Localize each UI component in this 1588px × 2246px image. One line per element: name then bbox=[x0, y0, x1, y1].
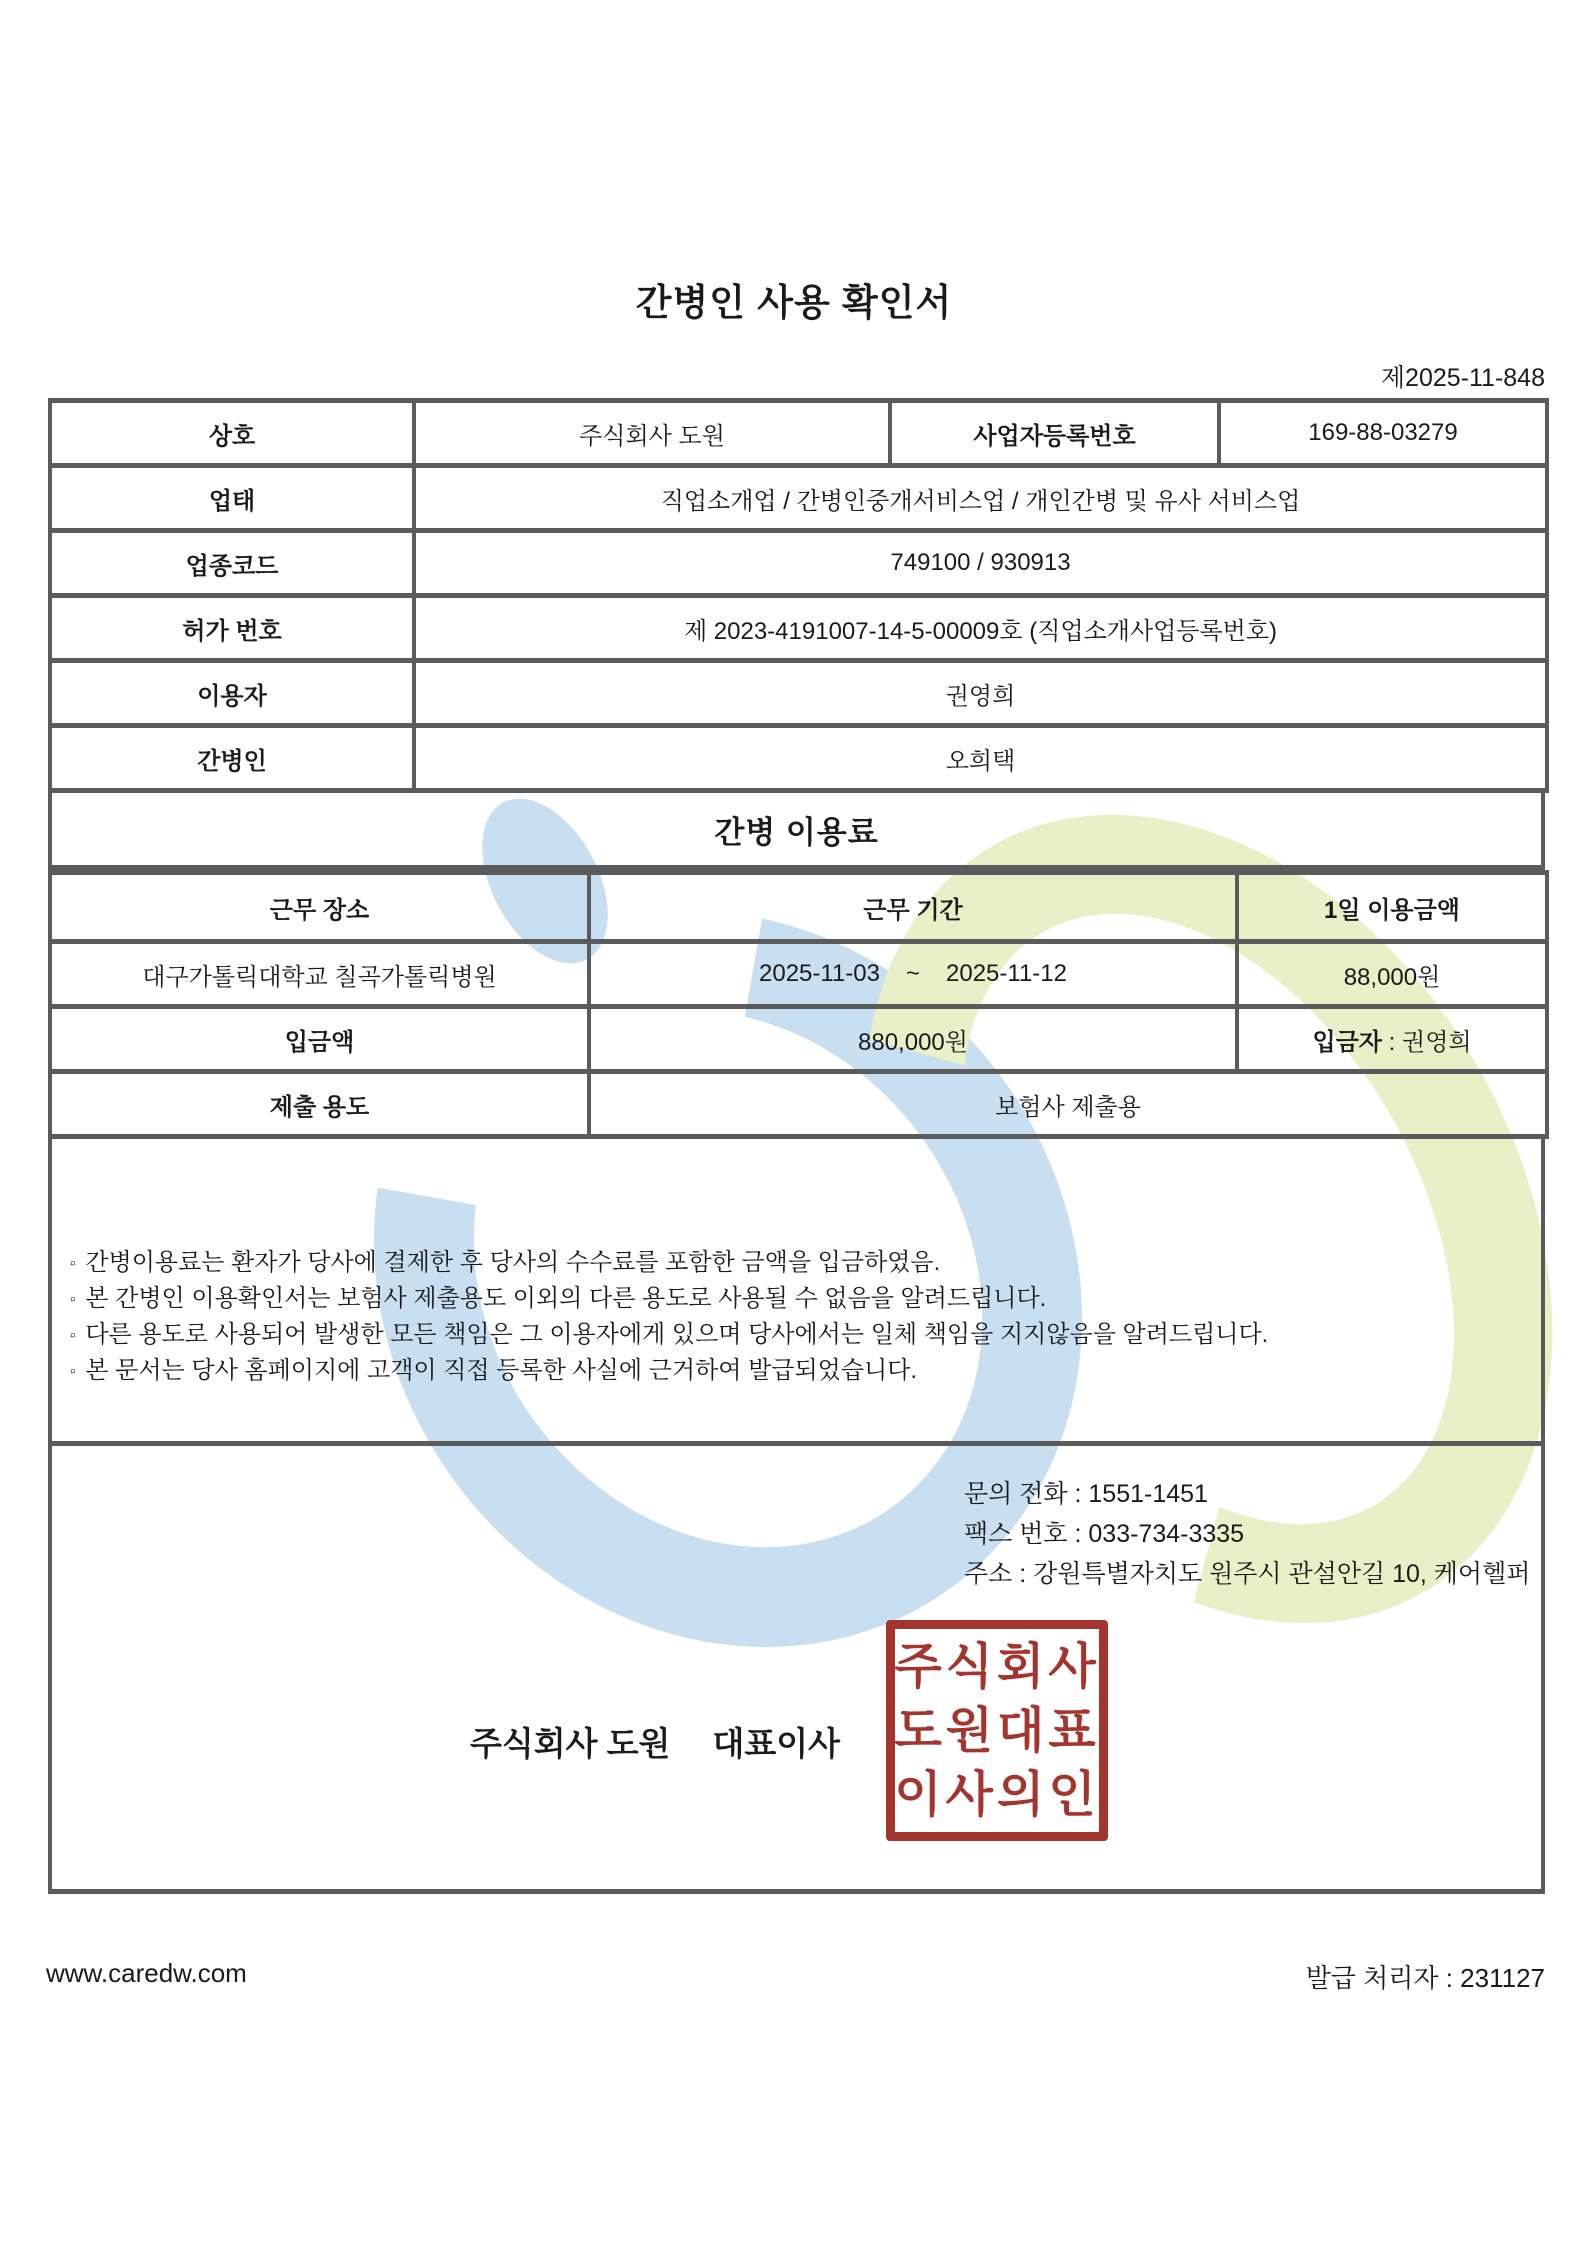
website-url: www.caredw.com bbox=[46, 1958, 247, 1988]
license-no-value: 제 2023-4191007-14-5-00009호 (직업소개사업등록번호) bbox=[414, 596, 1547, 661]
note-text: 간병이용료는 환자가 당사에 결제한 후 당사의 수수료를 포함한 금액을 입금하였음. bbox=[85, 1249, 941, 1276]
deposit-label: 입금액 bbox=[50, 1007, 589, 1072]
contact-fax: 팩스 번호 : 033-734-3335 bbox=[964, 1520, 1245, 1548]
period-separator: ~ bbox=[905, 960, 920, 987]
note-text: 다른 용도로 사용되어 발생한 모든 책임은 그 이용자에게 있으며 당사에서는 일체 책임을 지지않음을 알려드립니다. bbox=[85, 1321, 1269, 1348]
period-end: 2025-11-12 bbox=[946, 960, 1067, 987]
company-name-label: 상호 bbox=[50, 401, 414, 466]
user-value: 권영희 bbox=[414, 661, 1547, 726]
business-reg-no-value: 169-88-03279 bbox=[1219, 401, 1547, 466]
bullet-square-icon: ▫ bbox=[70, 1327, 76, 1344]
caregiver-value: 오희택 bbox=[414, 726, 1547, 791]
depositor-name: : 권영희 bbox=[1382, 1028, 1472, 1056]
depositor-label: 입금자 bbox=[1312, 1028, 1382, 1056]
depositor-cell bbox=[1237, 1007, 1547, 1072]
business-type-value: 직업소개업 / 간병인중개서비스업 / 개인간병 및 유사 서비스업 bbox=[414, 466, 1547, 531]
daily-fee-value: 88,000원 bbox=[1237, 942, 1547, 1007]
work-place-value: 대구가톨릭대학교 칠곡가톨릭병원 bbox=[50, 942, 589, 1007]
work-place-header: 근무 장소 bbox=[50, 873, 589, 942]
purpose-label: 제출 용도 bbox=[50, 1072, 589, 1137]
note-item bbox=[70, 1245, 1521, 1281]
fee-section-title: 간병 이용료 bbox=[48, 793, 1545, 870]
note-text: 본 간병인 이용확인서는 보험사 제출용도 이외의 다른 용도로 사용될 수 없음을 알려드립니다. bbox=[85, 1285, 1047, 1312]
note-item bbox=[70, 1353, 1521, 1389]
daily-fee-header: 1일 이용금액 bbox=[1237, 873, 1547, 942]
table-row bbox=[50, 596, 1547, 661]
contact-address: 주소 : 강원특별자치도 원주시 관설안길 10, 케어헬퍼 bbox=[964, 1560, 1531, 1588]
contact-info bbox=[964, 1474, 1530, 1594]
table-row bbox=[50, 401, 1547, 466]
industry-code-label: 업종코드 bbox=[50, 531, 414, 596]
stamp-text-row: 이사의인 bbox=[894, 1767, 1100, 1822]
document-number: 제2025-11-848 bbox=[1380, 364, 1545, 392]
bullet-square-icon: ▫ bbox=[70, 1291, 76, 1308]
license-no-label: 허가 번호 bbox=[50, 596, 414, 661]
page-title: 간병인 사용 확인서 bbox=[635, 282, 953, 323]
table-row bbox=[50, 873, 1547, 942]
deposit-amount-value: 880,000원 bbox=[589, 1007, 1237, 1072]
notes-section bbox=[48, 1139, 1545, 1446]
business-type-label: 업태 bbox=[50, 466, 414, 531]
bullet-square-icon: ▫ bbox=[70, 1255, 76, 1272]
table-row bbox=[50, 466, 1547, 531]
work-period-value bbox=[589, 942, 1237, 1007]
signature-line bbox=[470, 1718, 840, 1765]
period-start: 2025-11-03 bbox=[759, 960, 880, 987]
company-info-table bbox=[48, 398, 1549, 793]
fee-table bbox=[48, 870, 1549, 1139]
stamp-text-row: 도원대표 bbox=[894, 1703, 1100, 1758]
table-row bbox=[50, 531, 1547, 596]
company-name-value: 주식회사 도원 bbox=[414, 401, 890, 466]
caregiver-label: 간병인 bbox=[50, 726, 414, 791]
note-item bbox=[70, 1281, 1521, 1317]
issuer-id: 발급 처리자 : 231127 bbox=[1305, 1963, 1545, 1993]
stamp-text-row: 주식회사 bbox=[894, 1639, 1100, 1694]
signature-company: 주식회사 도원 bbox=[470, 1725, 671, 1762]
signature-section bbox=[48, 1446, 1545, 1894]
note-item bbox=[70, 1317, 1521, 1353]
bullet-square-icon: ▫ bbox=[70, 1363, 76, 1380]
table-row bbox=[50, 942, 1547, 1007]
business-reg-no-label: 사업자등록번호 bbox=[890, 401, 1219, 466]
corporate-seal-stamp bbox=[886, 1620, 1108, 1841]
industry-code-value: 749100 / 930913 bbox=[414, 531, 1547, 596]
table-row bbox=[50, 726, 1547, 791]
table-row bbox=[50, 661, 1547, 726]
purpose-value: 보험사 제출용 bbox=[589, 1072, 1547, 1137]
signature-role: 대표이사 bbox=[712, 1725, 840, 1762]
table-row bbox=[50, 1072, 1547, 1137]
contact-phone: 문의 전화 : 1551-1451 bbox=[964, 1480, 1208, 1508]
work-period-header: 근무 기간 bbox=[589, 873, 1237, 942]
table-row bbox=[50, 1007, 1547, 1072]
note-text: 본 문서는 당사 홈페이지에 고객이 직접 등록한 사실에 근거하여 발급되었습니다. bbox=[85, 1357, 918, 1384]
user-label: 이용자 bbox=[50, 661, 414, 726]
main-table bbox=[48, 398, 1545, 1894]
